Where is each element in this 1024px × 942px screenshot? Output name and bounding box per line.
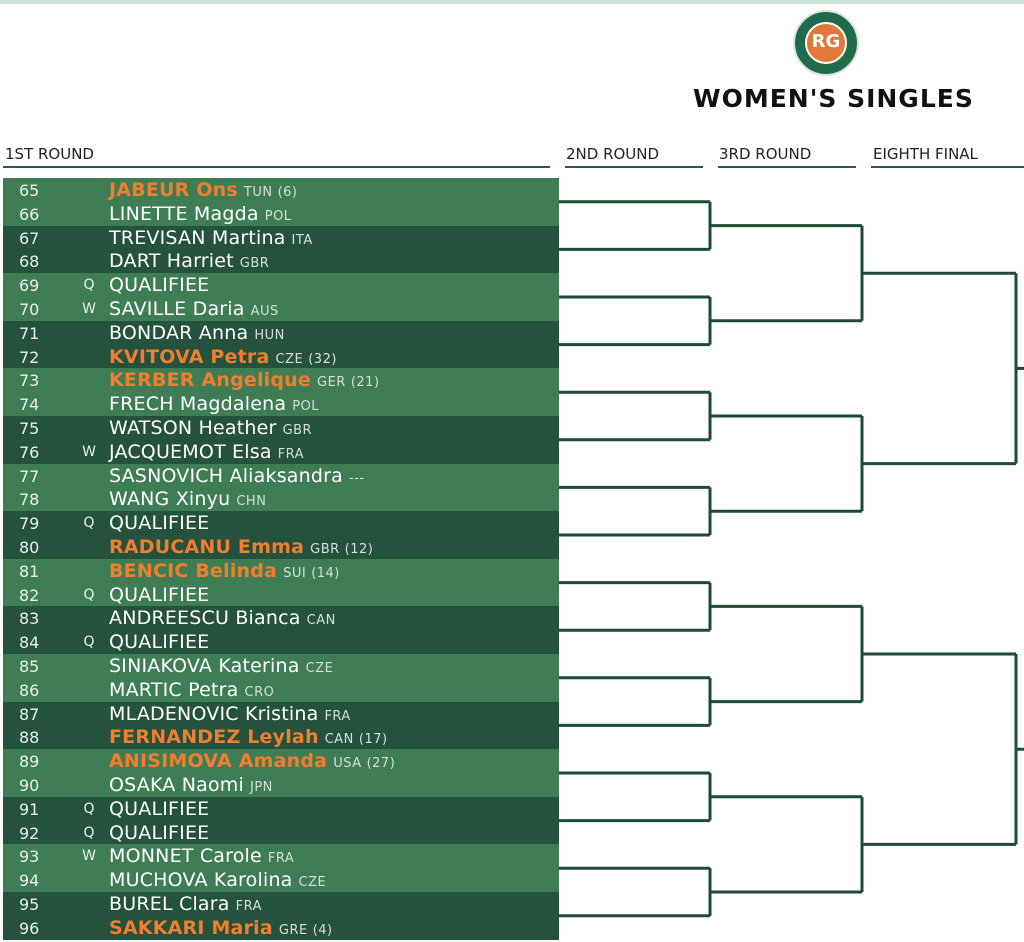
player-name: LINETTE Magda [109, 202, 259, 225]
player-name: WATSON Heather [109, 417, 277, 439]
player-name: JABEUR Ons [109, 179, 238, 201]
round-header-1: 1ST ROUND [5, 145, 94, 163]
draw-position: 92 [19, 823, 40, 843]
player-country: FRA [235, 899, 263, 914]
round-header-4: EIGHTH FINAL [873, 145, 978, 163]
player-name: ANISIMOVA Amanda [109, 750, 328, 773]
draw-position: 85 [19, 657, 40, 676]
player-seed: (32) [308, 351, 337, 367]
player-country: HUN [254, 327, 285, 343]
player-name: SASNOVICH Aliaksandra [109, 464, 343, 487]
player-country: CAN [324, 732, 354, 748]
player-country: SUI [283, 565, 307, 581]
player-name: KERBER Angelique [109, 369, 311, 392]
draw-position: 89 [19, 752, 40, 772]
player-country: FRA [277, 446, 305, 462]
player-name: KVITOVA Petra [109, 345, 270, 368]
entry-status: Q [83, 515, 95, 532]
player-country: CAN [306, 613, 336, 629]
draw-position: 72 [19, 347, 40, 367]
player-name: QUALIFIEE [109, 583, 210, 606]
draw-position: 81 [19, 561, 40, 581]
player-country: CHN [236, 494, 267, 510]
player-name: QUALIFIEE [109, 274, 210, 297]
entry-status: W [82, 301, 96, 317]
round-header-2: 2ND ROUND [566, 145, 660, 163]
player-name: FRECH Magdalena [109, 393, 287, 416]
player-seed: (14) [311, 565, 340, 581]
player-country: FRA [267, 851, 295, 867]
draw-position: 96 [19, 918, 40, 938]
entry-status: W [82, 443, 96, 460]
player-country: JPN [250, 780, 273, 795]
player-name: QUALIFIEE [109, 631, 210, 654]
draw-position: 88 [19, 728, 40, 748]
entry-status: Q [83, 800, 95, 817]
player-country: CZE [305, 661, 334, 676]
draw-position: 90 [19, 776, 40, 795]
draw-position: 75 [19, 419, 40, 438]
player-name: SINIAKOVA Katerina [109, 655, 300, 677]
logo-monogram-icon: RG [811, 31, 841, 52]
draw-position: 77 [19, 466, 40, 486]
player-name: TREVISAN Martina [109, 226, 286, 249]
player-country: GBR [239, 256, 270, 272]
draw-position: 86 [19, 680, 40, 700]
draw-position: 79 [19, 514, 40, 534]
entry-status: Q [83, 586, 95, 603]
draw-position: 94 [19, 871, 40, 891]
draw-position: 80 [19, 538, 40, 557]
draw-position: 67 [19, 228, 40, 248]
draw-position: 71 [19, 323, 40, 343]
player-country: POL [292, 399, 320, 415]
player-country: GRE [278, 922, 308, 938]
player-name: BUREL Clara [109, 893, 230, 915]
page-title: WOMEN'S SINGLES [693, 84, 974, 113]
player-country: GER [317, 375, 346, 391]
entry-status: W [82, 848, 96, 865]
player-country: TUN [243, 185, 273, 200]
player-seed: (27) [366, 756, 396, 772]
entry-status: Q [83, 824, 95, 841]
draw-position: 76 [19, 442, 40, 462]
player-seed: (17) [358, 732, 388, 748]
player-country: --- [349, 470, 365, 486]
player-name: WANG Xinyu [109, 488, 231, 511]
player-country: FRA [324, 708, 351, 724]
player-name: BONDAR Anna [109, 321, 249, 344]
player-name: BENCIC Belinda [109, 559, 278, 582]
player-country: USA [333, 756, 362, 772]
player-name: ANDREESCU Bianca [109, 607, 301, 630]
draw-position: 74 [19, 395, 40, 415]
player-name: OSAKA Naomi [109, 774, 244, 796]
player-name: SAKKARI Maria [109, 916, 273, 939]
draw-position: 78 [19, 490, 40, 510]
player-name: QUALIFIEE [109, 512, 210, 535]
player-seed: (4) [312, 922, 333, 938]
player-name: MUCHOVA Karolina [109, 869, 293, 892]
player-name: MONNET Carole [109, 845, 262, 868]
draw-position: 93 [19, 847, 40, 867]
player-country: CRO [244, 684, 275, 700]
player-name: RADUCANU Emma [109, 536, 305, 558]
player-country: CZE [275, 351, 304, 367]
player-seed: (12) [344, 542, 374, 557]
draw-position: 83 [19, 609, 40, 629]
player-name: JACQUEMOT Elsa [109, 440, 272, 463]
draw-position: 65 [19, 181, 40, 200]
draw-position: 69 [19, 276, 40, 296]
player-country: CZE [298, 875, 327, 891]
draw-position: 70 [19, 300, 40, 319]
player-country: GBR [310, 542, 340, 557]
draw-position: 87 [19, 704, 40, 724]
draw-position: 66 [19, 204, 40, 224]
player-seed: (21) [350, 375, 380, 391]
player-country: GBR [282, 423, 313, 438]
draw-position: 91 [19, 799, 40, 819]
player-name: QUALIFIEE [109, 797, 210, 820]
entry-status: Q [83, 277, 95, 294]
draw-position: 95 [19, 895, 40, 914]
player-country: AUS [250, 304, 279, 319]
player-name: MLADENOVIC Kristina [109, 702, 319, 725]
player-name: SAVILLE Daria [109, 298, 245, 320]
player-name: DART Harriet [109, 250, 234, 273]
player-seed: (6) [277, 185, 298, 200]
entry-status: Q [83, 634, 95, 651]
player-name: MARTIC Petra [109, 678, 239, 701]
player-name: FERNANDEZ Leylah [109, 726, 319, 749]
player-country: POL [264, 208, 292, 224]
round-header-3: 3RD ROUND [719, 145, 812, 163]
player-country: ITA [291, 232, 313, 248]
draw-position: 68 [19, 252, 40, 272]
draw-position: 73 [19, 371, 40, 391]
draw-position: 84 [19, 633, 40, 653]
draw-position: 82 [19, 585, 40, 605]
player-name: QUALIFIEE [109, 821, 210, 844]
